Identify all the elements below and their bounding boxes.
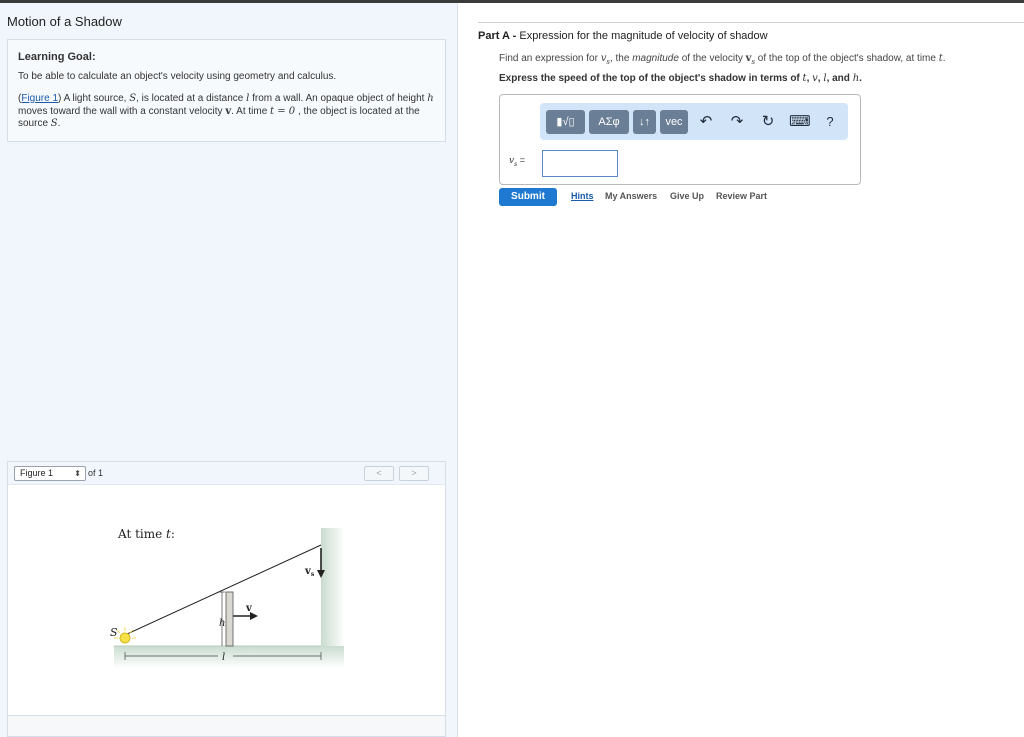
- var-h: h: [427, 93, 434, 104]
- label-l: l: [222, 652, 226, 663]
- figure-footer: [7, 716, 446, 737]
- templates-button[interactable]: ▮√▯: [546, 110, 585, 134]
- learning-goal-text: To be able to calculate an object's velocity using geometry and calculus.: [18, 71, 337, 82]
- hints-link[interactable]: Hints: [571, 191, 594, 201]
- floor: [114, 646, 344, 668]
- var-S: S: [129, 93, 137, 104]
- reset-icon[interactable]: ↻: [761, 113, 775, 130]
- figure-diagram: [8, 486, 445, 716]
- math-toolbar: [540, 103, 848, 140]
- var-l: l: [246, 93, 250, 104]
- redo-icon[interactable]: ↷: [730, 113, 744, 130]
- undo-icon[interactable]: ↶: [699, 113, 713, 130]
- vec-button[interactable]: vec: [660, 110, 688, 134]
- learning-goal-description: (Figure 1) A light source, S, is located at a distance l from a wall. An opaque object of height h moves toward the wall with a constant velocity v. At time t = 0 , the object is located at the source S.: [18, 93, 434, 129]
- part-divider: [478, 22, 1024, 23]
- learning-goal-title: Learning Goal:: [18, 51, 96, 63]
- answer-box: [499, 94, 861, 185]
- figure-select-value: Figure 1: [20, 468, 54, 478]
- submit-button[interactable]: Submit: [499, 188, 557, 206]
- figure-caption: At time t:: [118, 527, 175, 541]
- desc-text: .: [57, 118, 61, 129]
- review-part-link[interactable]: Review Part: [716, 191, 768, 201]
- help-icon[interactable]: ?: [826, 114, 834, 129]
- answer-instructions: Express the speed of the top of the object's shadow in terms of t, v, l, and h.: [499, 73, 862, 84]
- learning-goal-box: [7, 39, 446, 142]
- question-prompt: Find an expression for $v_s$, the magnitude of the velocity $v_s$ of the top of the object's shadow, at time t.: [499, 53, 946, 66]
- my-answers-link[interactable]: My Answers: [605, 191, 658, 201]
- light-source-icon: [120, 633, 130, 643]
- label-vs: $v_s$: [305, 566, 315, 578]
- prev-figure-button[interactable]: <: [364, 466, 394, 481]
- desc-text: . At time: [231, 105, 271, 117]
- var-v: v: [225, 105, 232, 117]
- wall: [321, 528, 345, 658]
- desc-text: A light source,: [63, 93, 130, 104]
- figure-panel: [7, 461, 446, 716]
- desc-text: , is located at a distance: [136, 93, 247, 104]
- var-S: S: [50, 118, 58, 129]
- keyboard-icon[interactable]: ⌨: [789, 113, 811, 130]
- figure-count: of 1: [88, 468, 104, 478]
- part-title: Part A - Expression for the magnitude of velocity of shadow: [478, 30, 768, 42]
- arrows-button[interactable]: ↓↑: [633, 110, 656, 134]
- desc-text: , the object is located at the source: [18, 105, 420, 129]
- select-arrows-icon: ⬍: [74, 469, 81, 478]
- greek-symbols-button[interactable]: ΑΣφ: [589, 110, 629, 134]
- label-S: S: [110, 626, 118, 639]
- desc-text: moves toward the wall with a constant velocity: [18, 105, 226, 117]
- answer-input[interactable]: [542, 150, 618, 177]
- answer-label: $v_s$ =: [509, 155, 525, 168]
- page-title: Motion of a Shadow: [7, 14, 122, 29]
- give-up-link[interactable]: Give Up: [670, 191, 705, 201]
- desc-text: from a wall. An opaque object of height: [249, 93, 428, 104]
- label-h: h: [219, 618, 226, 629]
- var-t0: t = 0: [270, 105, 296, 117]
- figure-toolbar: [8, 462, 445, 485]
- label-v: v: [246, 603, 252, 614]
- right-panel: [458, 3, 1024, 737]
- next-figure-button[interactable]: >: [399, 466, 429, 481]
- figure-link[interactable]: Figure 1: [21, 93, 59, 104]
- opaque-object: [226, 592, 233, 646]
- figure-select[interactable]: [14, 466, 86, 481]
